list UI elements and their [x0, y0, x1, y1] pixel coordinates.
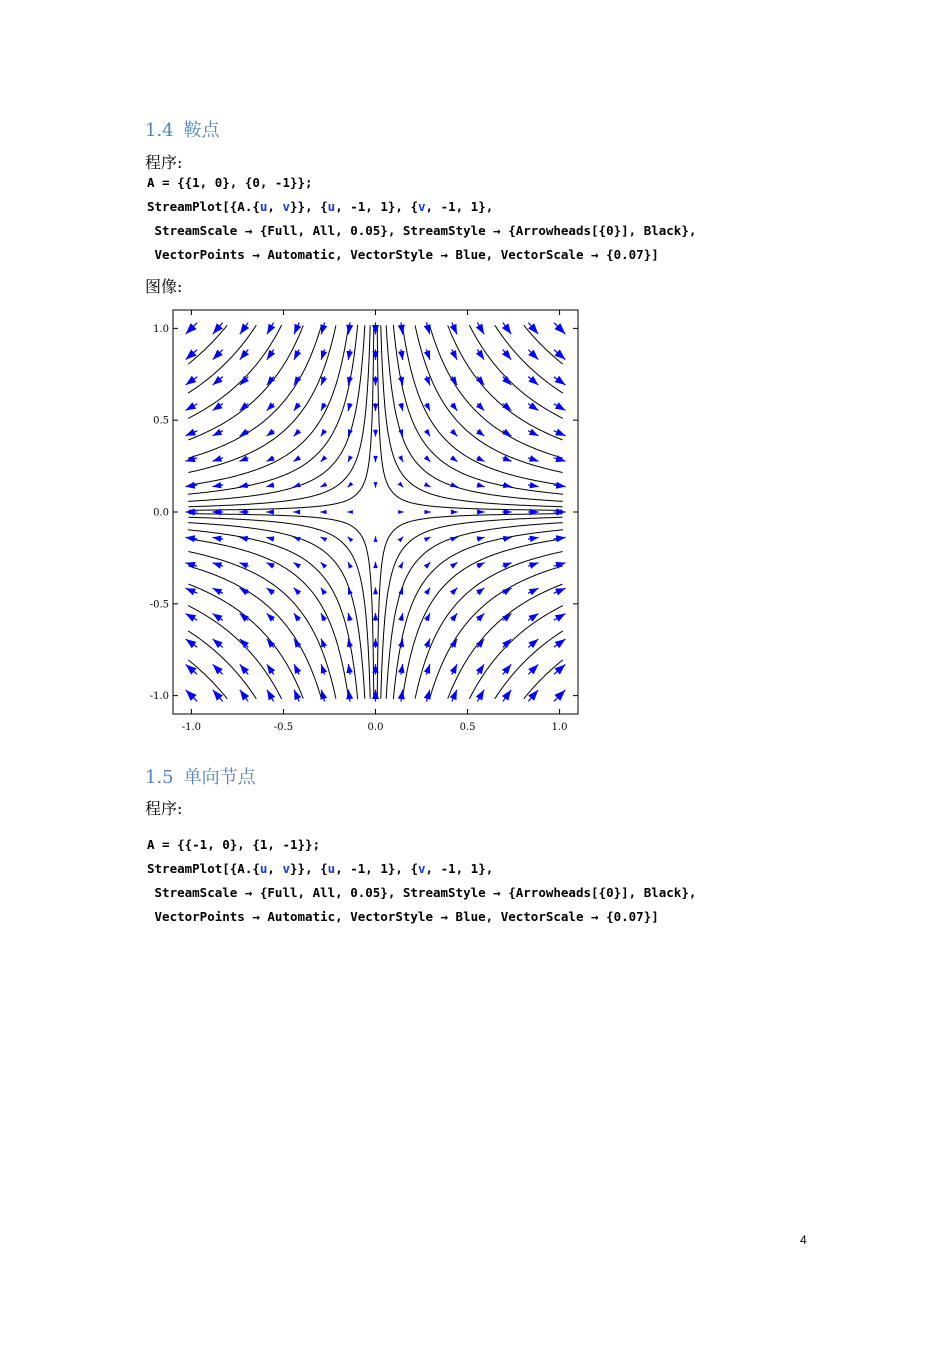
vector-arrow [528, 639, 538, 648]
vector-arrow [398, 588, 403, 595]
vector-arrow [186, 402, 198, 410]
vector-arrow [374, 536, 378, 542]
vector-arrow [373, 588, 378, 595]
vector-arrow [476, 563, 484, 569]
vector-arrow [321, 639, 327, 648]
plot-frame [173, 310, 578, 714]
vector-arrow [267, 455, 275, 461]
vector-arrow [373, 613, 379, 621]
vector-arrow [502, 664, 511, 674]
vector-arrow [450, 349, 457, 359]
stream-line [188, 325, 227, 364]
stream-line [188, 325, 321, 458]
code-line-1: A = {{1, 0}, {0, -1}}; [147, 175, 313, 190]
vector-arrow [554, 482, 566, 489]
vector-arrow [554, 614, 566, 622]
code-line-4: VectorPoints → Automatic, VectorStyle → Blue, VectorScale → {0.07}] [147, 909, 659, 924]
vector-arrow [240, 690, 249, 702]
vector-arrow [347, 403, 353, 411]
vector-arrow [266, 509, 274, 515]
vector-arrow [528, 536, 539, 542]
stream-line [386, 523, 563, 699]
section-number: 1.4 [145, 120, 174, 141]
vector-arrow [267, 349, 275, 359]
vector-arrow [320, 322, 327, 334]
vector-arrow [320, 690, 327, 702]
y-tick-label: -1.0 [149, 691, 169, 703]
stream-line [188, 523, 365, 699]
vector-arrow [528, 588, 538, 595]
vector-arrow [348, 562, 353, 569]
vector-arrow [186, 376, 198, 385]
stream-line [188, 517, 370, 698]
vector-arrow [476, 613, 484, 621]
stream-line [188, 325, 370, 506]
vector-arrow [321, 376, 327, 385]
vector-arrow [425, 510, 431, 515]
vector-arrow [477, 536, 485, 541]
vector-arrow [398, 349, 405, 360]
vector-arrow [424, 588, 430, 595]
vector-arrow [213, 664, 223, 674]
vector-arrow [294, 562, 301, 568]
vector-arrow [372, 690, 379, 702]
vector-arrow [476, 349, 484, 359]
stream-line [495, 631, 563, 699]
vector-arrow [554, 323, 565, 334]
vector-arrow [212, 536, 223, 542]
vector-arrow [450, 537, 457, 542]
vector-arrow [554, 376, 566, 385]
page-number: 4 [800, 1233, 807, 1247]
vector-arrow [294, 349, 301, 359]
vector-arrow [424, 376, 430, 385]
vector-arrow [347, 639, 353, 648]
program-label: 程序: [145, 799, 183, 818]
vector-arrow [240, 588, 249, 595]
vector-arrow [321, 537, 328, 542]
vector-arrow [267, 376, 275, 385]
vector-arrow [476, 588, 484, 595]
stream-line [524, 325, 563, 364]
vector-arrow [450, 562, 457, 568]
vector-arrow [266, 536, 274, 541]
vector-arrow [213, 429, 223, 436]
vector-arrow [293, 482, 300, 487]
vector-arrow [528, 664, 538, 674]
stream-line [188, 325, 365, 501]
vector-arrow [450, 482, 457, 487]
y-tick-label: -0.5 [149, 599, 169, 611]
x-tick-label: -1.0 [181, 722, 202, 733]
vector-arrow [476, 376, 484, 385]
vector-arrow [240, 350, 249, 360]
x-tick-label: -0.5 [273, 722, 294, 733]
vector-arrow [186, 323, 197, 334]
vector-arrow [554, 429, 566, 436]
y-tick-label: 0.5 [153, 415, 169, 427]
vector-arrow [294, 455, 301, 461]
vector-arrow [554, 690, 565, 701]
x-tick-label: 0.0 [367, 722, 384, 733]
vector-arrow [424, 349, 430, 359]
vector-arrow [476, 664, 484, 674]
vector-arrow [424, 429, 430, 436]
section-number: 1.5 [145, 767, 174, 788]
vector-arrow [320, 510, 326, 515]
vector-arrow [347, 510, 352, 514]
vector-arrow [348, 482, 354, 488]
vector-arrow [373, 456, 378, 462]
vector-arrow [424, 664, 430, 674]
code-line-4: VectorPoints → Automatic, VectorStyle → Blue, VectorScale → {0.07}] [147, 247, 659, 262]
vector-arrow [502, 588, 511, 595]
vector-arrow [528, 429, 538, 436]
vector-arrow [321, 562, 328, 568]
vector-arrow [424, 639, 430, 648]
vector-arrow [450, 429, 457, 436]
stream-line [188, 631, 256, 699]
vector-arrow [373, 562, 378, 568]
code-line-1: A = {{-1, 0}, {1, -1}}; [147, 837, 321, 852]
program-label: 程序: [145, 153, 183, 172]
vector-arrow [476, 455, 484, 461]
vector-arrow [450, 588, 457, 595]
stream-line [188, 325, 256, 393]
vector-arrow [321, 482, 328, 487]
vector-arrow [348, 455, 353, 462]
vector-arrow [450, 664, 457, 674]
vector-arrow [267, 690, 275, 702]
stream-line [188, 584, 303, 699]
stream-line [430, 325, 563, 458]
stream-line [524, 660, 563, 699]
y-tick-label: 1.0 [153, 323, 169, 335]
vector-arrow [398, 482, 404, 488]
stream-line [381, 325, 563, 506]
vector-arrow [502, 323, 511, 335]
vector-arrow [212, 482, 223, 488]
vector-arrow [554, 535, 566, 542]
vector-arrow [554, 639, 566, 648]
vector-arrow [239, 563, 248, 569]
vector-arrow [294, 588, 301, 595]
code-line-3: StreamScale → {Full, All, 0.05}, StreamStyle → {Arrowheads[{0}], Black}, [147, 223, 697, 238]
vector-arrow [186, 614, 198, 622]
stream-line [495, 325, 563, 393]
vector-arrow [398, 537, 404, 543]
vector-arrow [554, 402, 566, 410]
vector-arrow [240, 323, 249, 335]
vector-arrow [398, 664, 405, 675]
vector-arrow [267, 639, 275, 648]
vector-arrow [267, 563, 275, 569]
vector-arrow [398, 429, 403, 436]
vector-arrow [398, 403, 404, 411]
vector-arrow [294, 429, 301, 436]
vector-arrow [294, 664, 301, 674]
stream-line [188, 325, 282, 418]
vector-arrow [321, 455, 328, 461]
code-line-3: StreamScale → {Full, All, 0.05}, StreamStyle → {Arrowheads[{0}], Black}, [147, 885, 697, 900]
vector-arrow [502, 455, 511, 461]
vector-arrow [348, 429, 353, 436]
vector-arrow [240, 429, 249, 436]
section-heading-1-4 [145, 116, 220, 142]
vector-arrow [502, 563, 511, 569]
stream-line [188, 566, 321, 699]
vector-arrow [528, 455, 538, 461]
vector-arrow [347, 349, 354, 360]
stream-line [448, 584, 563, 699]
vector-arrow [424, 562, 431, 568]
vector-arrow [424, 322, 431, 334]
vector-arrow [212, 562, 222, 568]
vector-arrow [476, 690, 484, 702]
vector-arrow [554, 588, 566, 595]
stream-line [386, 325, 563, 501]
vector-arrow [186, 690, 197, 701]
vector-arrow [293, 510, 300, 515]
vector-arrow [185, 535, 197, 542]
vector-arrow [476, 402, 484, 410]
vector-arrow [528, 376, 538, 385]
code-line-2: StreamPlot[{A.{u, v}}, {u, -1, 1}, {v, -1, 1}, [147, 199, 494, 214]
vector-arrow [348, 537, 354, 543]
vector-arrow [528, 350, 538, 360]
vector-arrow [424, 537, 431, 542]
vector-arrow [476, 429, 484, 436]
stream-line [469, 606, 563, 699]
section-title: 单向节点 [183, 767, 256, 788]
vector-arrow [267, 323, 275, 335]
vector-arrow [267, 429, 275, 436]
vector-arrow [267, 402, 275, 410]
code-line-2: StreamPlot[{A.{u, v}}, {u, -1, 1}, {v, -1, 1}, [147, 861, 494, 876]
vector-arrow [266, 482, 274, 487]
vector-arrow [398, 376, 404, 385]
vector-field [185, 322, 565, 701]
vector-arrow [347, 613, 353, 621]
vector-arrow [347, 664, 354, 675]
vector-arrow [450, 613, 457, 621]
vector-arrow [398, 510, 403, 514]
vector-arrow [213, 588, 223, 595]
vector-arrow [213, 350, 223, 360]
vector-arrow [321, 664, 327, 674]
vector-arrow [321, 588, 327, 595]
section-title: 鞍点 [183, 120, 220, 141]
vector-arrow [213, 639, 223, 648]
vector-arrow [424, 455, 431, 461]
stream-line [188, 660, 227, 699]
vector-arrow [267, 588, 275, 595]
stream-line [469, 325, 563, 418]
vector-arrow [502, 350, 511, 360]
vector-arrow [372, 322, 379, 334]
vector-arrow [374, 482, 378, 488]
vector-arrow [321, 349, 327, 359]
x-tick-label: 0.5 [459, 722, 476, 733]
vector-arrow [502, 429, 511, 436]
vector-arrow [213, 376, 223, 385]
stream-line [448, 325, 563, 440]
x-tick-label: 1.0 [551, 722, 568, 733]
vector-arrow [528, 482, 539, 488]
vector-arrow [398, 613, 404, 621]
vector-arrow [450, 403, 457, 411]
vector-arrow [554, 509, 566, 516]
vector-arrow [185, 509, 197, 516]
vector-arrow [185, 588, 197, 595]
vector-arrow [185, 482, 197, 489]
vector-arrow [185, 429, 197, 436]
stream-line [188, 606, 282, 699]
y-tick-label: 0.0 [153, 507, 169, 519]
vector-arrow [398, 455, 403, 462]
stream-plot [140, 300, 590, 740]
vector-arrow [502, 690, 511, 702]
vector-arrow [240, 664, 249, 674]
vector-arrow [267, 664, 275, 674]
vector-arrow [398, 562, 403, 569]
section-heading-1-5 [145, 763, 256, 789]
vector-arrow [476, 639, 484, 648]
vector-arrow [294, 613, 301, 621]
vector-arrow [186, 639, 198, 648]
vector-arrow [528, 562, 538, 568]
image-label: 图像: [145, 277, 183, 296]
vector-arrow [476, 323, 484, 335]
stream-line [188, 325, 303, 440]
vector-arrow [373, 403, 379, 411]
vector-arrow [348, 588, 353, 595]
vector-arrow [293, 537, 300, 542]
vector-arrow [424, 482, 431, 487]
vector-arrow [212, 455, 222, 461]
vector-arrow [477, 482, 485, 487]
vector-arrow [239, 455, 248, 461]
vector-arrow [373, 430, 378, 437]
vector-arrow [477, 509, 485, 515]
stream-line [430, 566, 563, 699]
vector-arrow [424, 690, 431, 702]
vector-arrow [450, 455, 457, 461]
vector-arrow [398, 639, 404, 648]
vector-arrow [347, 376, 353, 385]
stream-line [381, 517, 563, 698]
vector-arrow [451, 510, 458, 515]
vector-arrow [267, 613, 275, 621]
vector-arrow [294, 403, 301, 411]
vector-arrow [321, 429, 327, 436]
